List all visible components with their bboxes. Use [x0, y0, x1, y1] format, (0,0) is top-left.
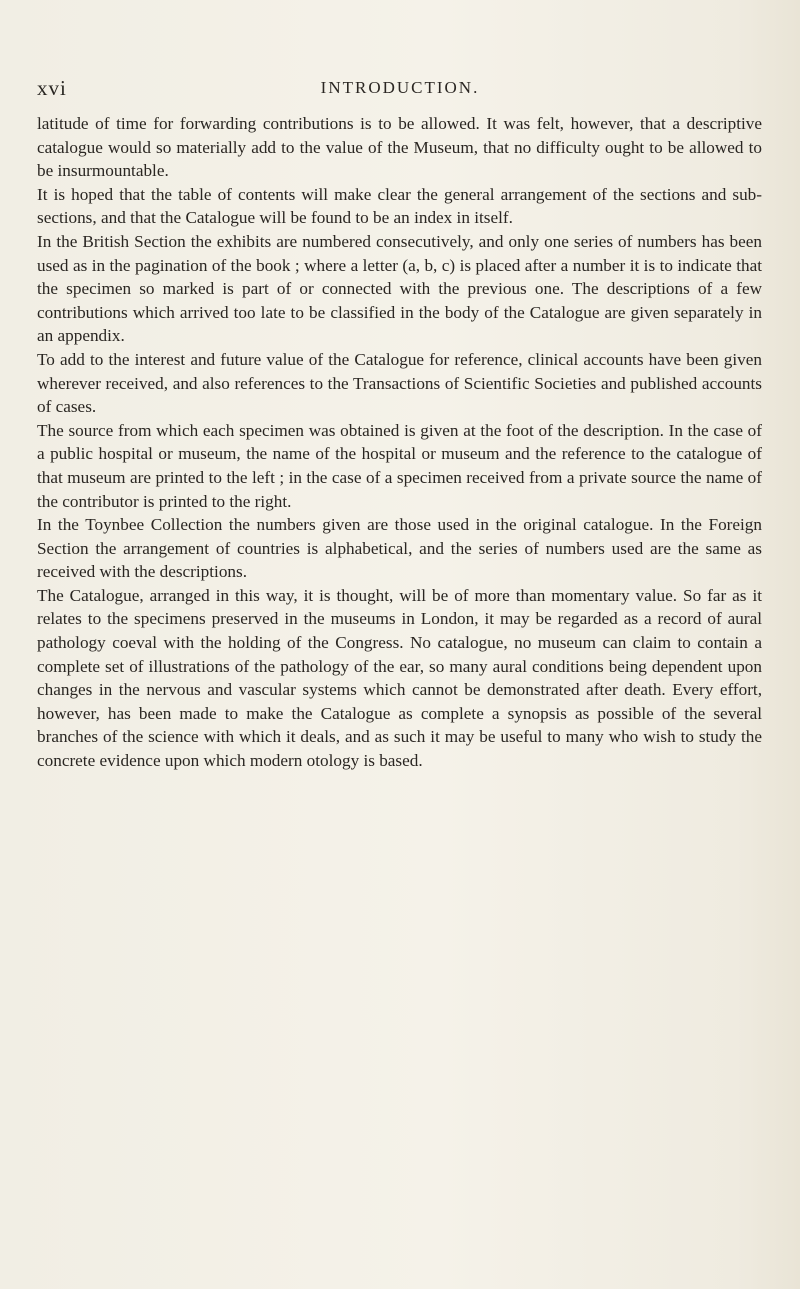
- page-heading: INTRODUCTION.: [320, 78, 480, 97]
- running-head: [37, 76, 763, 102]
- paragraph-3: In the British Section the exhibits are numbered consecutively, and only one series of numbers has been used as in the pagination of the book ; where a letter (a, b, c) is placed after a number it is to indicate that the specimen so marked is part of or connected with the previous one. The descriptions of a few contributions which arrived too late to be classified in the body of the Catalogue are given separately in an appendix.: [37, 231, 762, 346]
- paragraph-4: To add to the interest and future value of the Catalogue for reference, clinical accounts have been given wherever received, and also references to the Transactions of Scientific Societies and published accounts of cases.: [37, 349, 762, 417]
- paragraph-7: The Catalogue, arranged in this way, it is thought, will be of more than momentary value. So far as it relates to the specimens preserved in the museums in London, it may be regarded as a record of aural pathology coeval with the holding of the Congress. No catalogue, no museum can claim to contain a complete set of illustrations of the pathology of the ear, so many aural conditions being dependent upon changes in the nervous and vascular systems which cannot be demonstrated after death. Every effort, however, has been made to make the Catalogue as complete a synopsis as possible of the several branches of the science with which it deals, and as such it may be useful to many who wish to study the concrete evidence upon which modern otology is based.: [37, 585, 762, 771]
- paragraph-1: latitude of time for forwarding contributions is to be allowed. It was felt, however, that a descriptive catalogue would so materially add to the value of the Museum, that no difficulty ought to be allowed to be insurmountable.: [37, 114, 762, 181]
- paragraph-2: It is hoped that the table of contents will make clear the general arrangement of the sections and sub-sections, and that the Catalogue will be found to be an index in itself.: [37, 184, 762, 228]
- paragraph-5: The source from which each specimen was obtained is given at the foot of the description. In the case of a public hospital or museum, the name of the hospital or museum and the reference to the catalogue of that museum are printed to the left ; in the case of a specimen received from a private source the name of the contributor is printed to the right.: [37, 420, 762, 511]
- paragraph-6: In the Toynbee Collection the numbers given are those used in the original catalogue. In the Foreign Section the arrangement of countries is alphabetical, and the series of numbers used are the same as received with the descriptions.: [37, 515, 762, 582]
- page-number: xvi: [37, 76, 67, 100]
- body-text: [37, 112, 762, 773]
